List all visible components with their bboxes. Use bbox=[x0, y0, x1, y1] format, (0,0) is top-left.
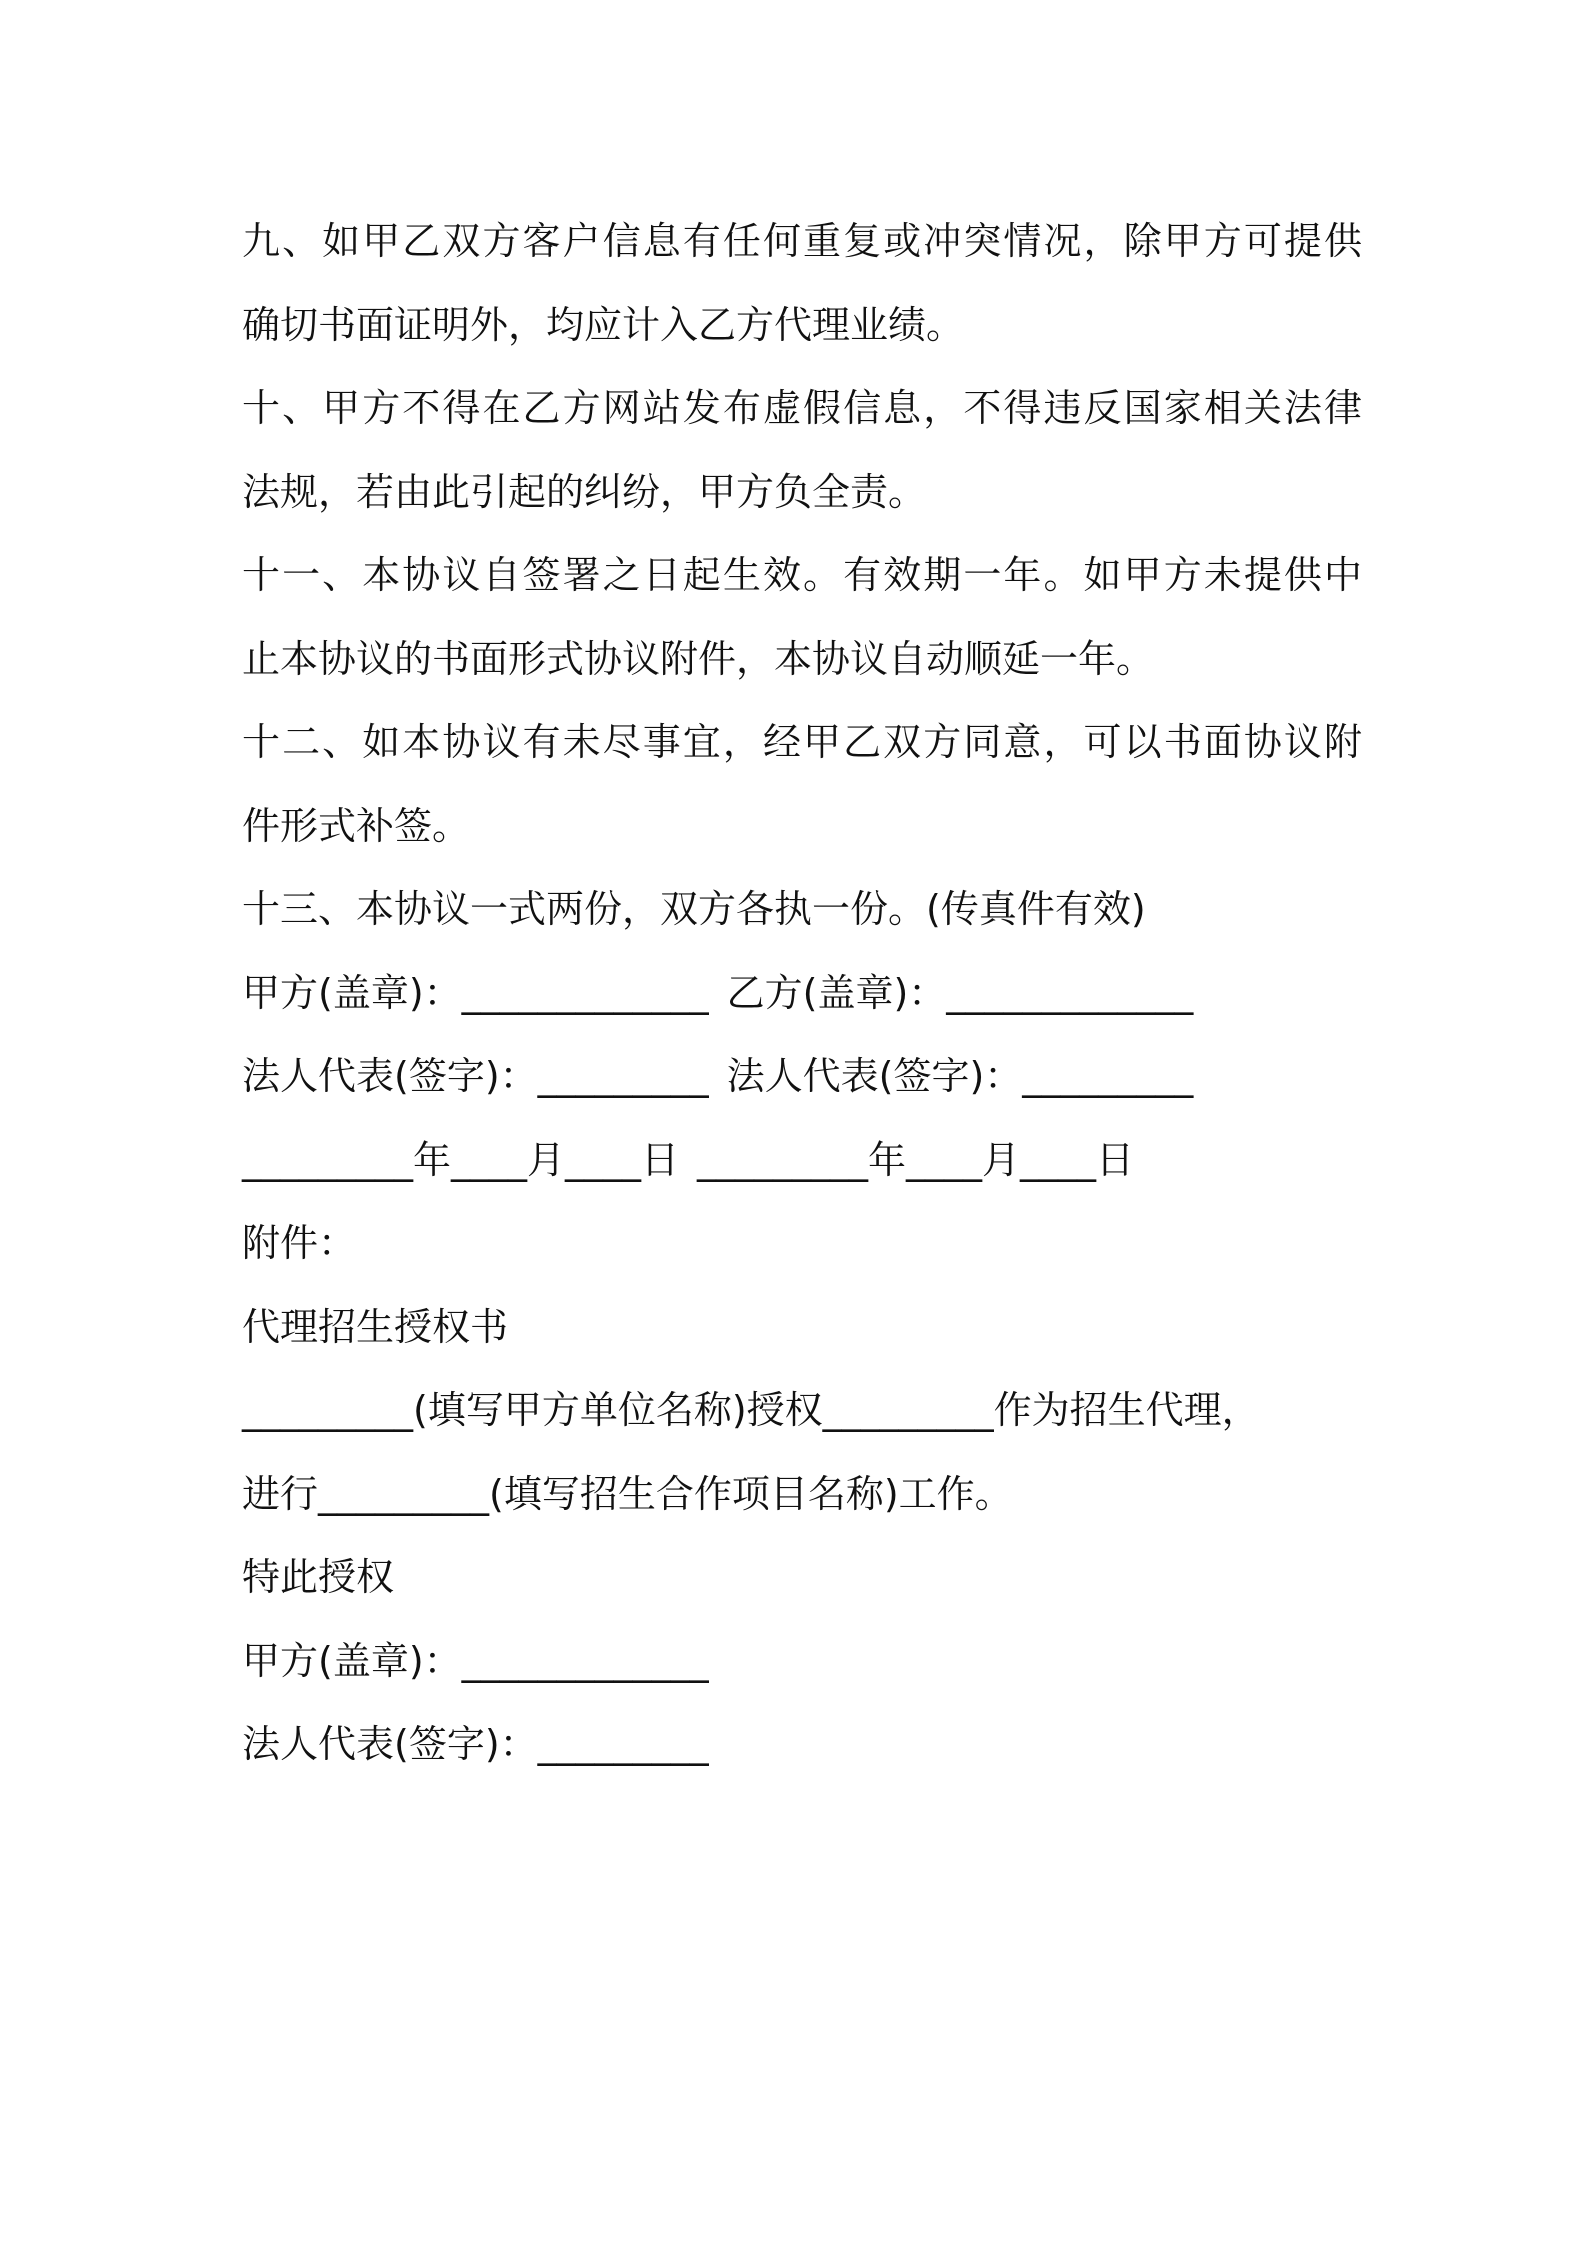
document-body bbox=[242, 200, 1362, 1787]
clause-10-line-2: 法规，若由此引起的纠纷，甲方负全责。 bbox=[242, 469, 927, 514]
party-b-date-field: _________年____月____日 bbox=[697, 1137, 1135, 1182]
attachment-party-a-seal: 甲方(盖章)：_____________ bbox=[242, 1638, 709, 1683]
clause-10-line-1: 十、甲方不得在乙方网站发布虚假信息，不得违反国家相关法律 bbox=[242, 386, 1362, 430]
clause-12-line-1: 十二、如本协议有未尽事宜，经甲乙双方同意，可以书面协议附 bbox=[242, 720, 1362, 764]
party-a-seal-field: 甲方(盖章)：_____________ bbox=[242, 970, 709, 1015]
clause-9-line-1: 九、如甲乙双方客户信息有任何重复或冲突情况，除甲方可提供 bbox=[242, 219, 1362, 263]
clause-9-line-2: 确切书面证明外，均应计入乙方代理业绩。 bbox=[242, 302, 965, 347]
clause-11-line-1: 十一、本协议自签署之日起生效。有效期一年。如甲方未提供中 bbox=[242, 553, 1362, 597]
authorization-closing: 特此授权 bbox=[242, 1555, 395, 1599]
seal-row bbox=[242, 952, 1362, 1036]
authorization-line-1: _________(填写甲方单位名称)授权_________作为招生代理， bbox=[242, 1388, 1260, 1432]
attachment-label: 附件： bbox=[242, 1221, 357, 1265]
date-row bbox=[242, 1119, 1362, 1203]
party-b-legal-rep-field: 法人代表(签字)：_________ bbox=[726, 1054, 1194, 1098]
party-b-seal-field: 乙方(盖章)：_____________ bbox=[726, 970, 1194, 1015]
attachment-title: 代理招生授权书 bbox=[242, 1304, 509, 1349]
clause-12-line-2: 件形式补签。 bbox=[242, 803, 471, 848]
authorization-line-2: 进行_________(填写招生合作项目名称)工作。 bbox=[242, 1471, 1013, 1516]
attachment-legal-rep: 法人代表(签字)：_________ bbox=[242, 1722, 709, 1766]
clause-11-line-2: 止本协议的书面形式协议附件，本协议自动顺延一年。 bbox=[242, 636, 1155, 681]
party-a-legal-rep-field: 法人代表(签字)：_________ bbox=[242, 1054, 709, 1098]
party-a-date-field: _________年____月____日 bbox=[242, 1137, 680, 1182]
legal-rep-row bbox=[242, 1035, 1362, 1119]
clause-13: 十三、本协议一式两份，双方各执一份。(传真件有效) bbox=[242, 887, 1146, 931]
